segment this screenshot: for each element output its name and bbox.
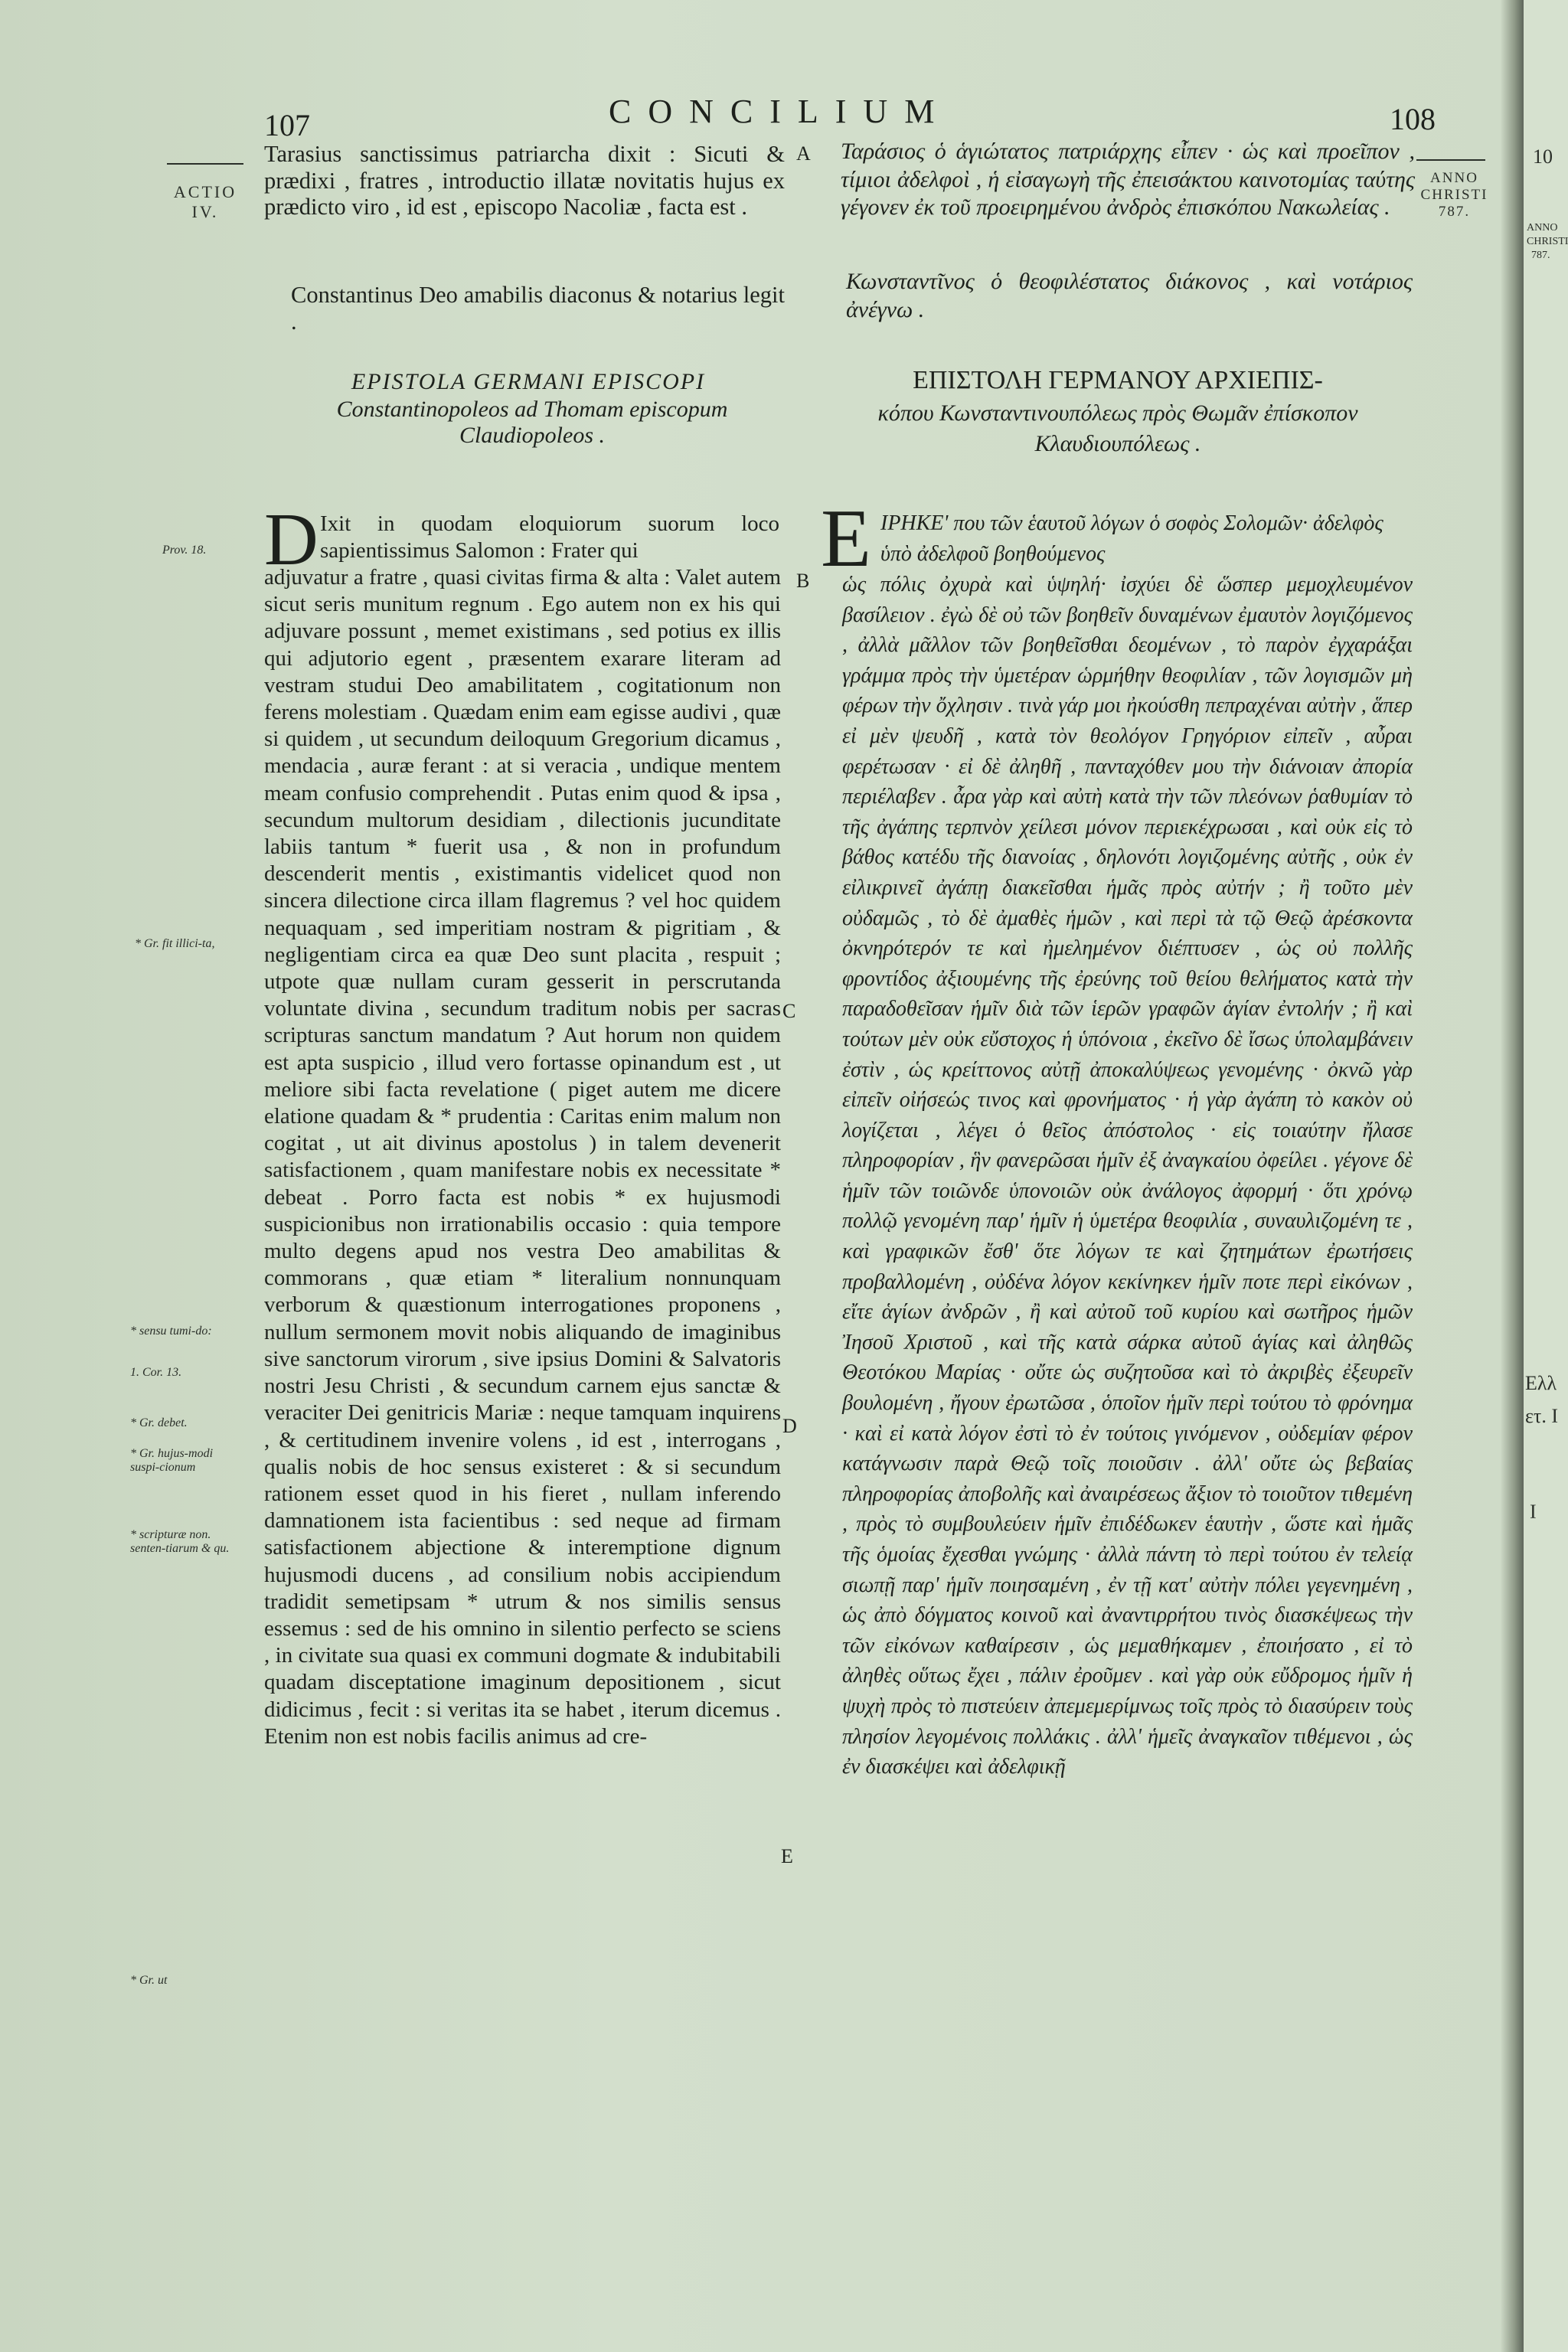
section-letter-b: B <box>796 570 810 592</box>
page-header <box>0 90 1524 142</box>
latin-epistola-title: EPISTOLA GERMANI EPISCOPI <box>351 369 706 394</box>
section-letter-d: D <box>782 1415 797 1437</box>
margin-note-gr-hujus: * Gr. hujus-modi suspi-cionum <box>130 1447 214 1474</box>
section-letter-e: E <box>781 1845 793 1867</box>
latin-lead: Ixit in quodam eloquiorum suorum loco sapientissimus Salomon : Frater qui <box>320 511 779 564</box>
greek-epistola-title: ΕΠΙΣΤΟΛΗ ΓΕΡΜΑΝΟΥ ΑΡΧΙΕΠΙΣ- <box>913 366 1323 394</box>
greek-intro: Ταράσιος ὁ ἁγιώτατος πατριάρχης εἶπεν · ὡς καὶ προεῖπον , τίμιοι ἀδελφοὶ , ἡ εἰσαγωγὴ τῆς ἐπεισάκτου καινοτομίας ταύτης γέγονεν ἐκ τοῦ προειρημένου ἀνδρὸς ἐπισκόπου Νακωλείας . <box>841 139 1415 220</box>
latin-drop-cap: D <box>264 498 318 581</box>
adjacent-fragment-2: ετ. Ι <box>1525 1405 1559 1427</box>
adjacent-year: 787. <box>1531 250 1550 261</box>
margin-note-gr-ut: * Gr. ut <box>130 1974 168 1987</box>
adjacent-page-edge <box>1524 0 1568 2352</box>
greek-lead: ΙΡΗΚΕ' που τῶν ἑαυτοῦ λόγων ὁ σοφὸς Σολομῶν· ἀδελφὸς ὑπὸ ἀδελφοῦ βοηθούμενος <box>880 511 1383 566</box>
greek-body: ὡς πόλις ὀχυρὰ καὶ ὑψηλή· ἰσχύει δὲ ὥσπερ μεμοχλευμένον βασίλειον . ἐγὼ δὲ οὐ τῶν βοηθεῖν δυναμένων ἐμαυτὸν λογιζόμενος , ἀλλὰ μᾶλλον τῶν βοηθεῖσθαι δεομένων , τὸ παρὸν ἐγχαράξαι γράμμα πρὸς τὴν ὑμετέραν ὡρμήθην θεοφιλίαν , τῶν λογισμῶν μὴ φέρων τὴν ὄχλησιν . τινὰ γάρ μοι ἠκούσθη πεπραχέναι αὐτὴν , ἅπερ εἰ μὲν ψευδῆ , κατὰ τὸν θεολόγον Γρηγόριον εἰπεῖν , αὖραι φερέτωσαν · εἰ δὲ ἀληθῆ , πανταχόθεν μου τὴν διάνοιαν ἀπορία περιέλαβεν . ἆρα γὰρ καὶ αὐτὴ κατὰ τὴν τῶν πλεόνων ῥαθυμίαν τὸ τῆς ἀγάπης τερπνὸν χείλεσι μόνον περιεκέχρωσαι , καὶ οὐκ εἰς τὸ βάθος κατέδυ τῆς διανοίας , δηλονότι λογιζομένης αὐτῆς , οὐκ ἐν εἰλικρινεῖ ἀγάπῃ διακεῖσθαι ἡμᾶς πρὸς αὐτήν ; ἢ τοῦτο μὲν οὐδαμῶς , τὸ δὲ ἀμαθὲς ἡμῶν , καὶ περὶ τὰ τῷ Θεῷ ἀρέσκοντα ὀκνηρότερόν τε καὶ ἠμελημένον διέπτυσεν , ὡς οὐ πολλῆς φροντίδος ἀξιουμένης τῆς ἐρεύνης τοῦ θείου θελήματος κατὰ τὴν παραδοθεῖσαν ἡμῖν διὰ τῶν ἱερῶν γραφῶν ἁγίαν ἐντολήν ; ἢ καὶ τούτων μὲν οὐκ εὔστοχος ἡ ὑπόνοια , ἐκεῖνο δὲ ἴσως ὑπολαμβάνειν ἐστὶν , ὡς κρείττονος αὐτῇ ἀποκαλύψεως γενομένης · ὀκνῶ γὰρ εἰπεῖν οἰήσεώς τινος καὶ φρονήματος · ἡ γὰρ ἀγάπη τὸ κακὸν οὐ λογίζεται , λέγει ὁ θεῖος ἀπόστολος · εἰς τοιαύτην ἤλασε πληροφορίαν , ἣν φανερῶσαι ἡμῖν ἐξ ἀναγκαίου ὀφείλει . γέγονε δὲ ἡμῖν τῶν τοιῶνδε ὑπονοιῶν οὐκ ἀνάλογος ἀφορμή · ὅτι χρόνῳ πολλῷ γενομένη παρ' ἡμῖν ἡ ὑμετέρα θεοφιλία , συναυλιζομένη τε , καὶ γραφικῶν ἔσθ' ὅτε λόγων τε καὶ ζητημάτων ἐρωτήσεις προβαλλομένη , οὐδένα λόγον κεκίνηκεν ἡμῖν ποτε περὶ εἰκόνων , εἴτε ἁγίων ἀνδρῶν , ἢ καὶ αὐτοῦ τοῦ κυρίου καὶ σωτῆρος ἡμῶν Ἰησοῦ Χριστοῦ , καὶ τῆς κατὰ σάρκα αὐτοῦ ἁγίας καὶ ἀληθῶς Θεοτόκου Μαρίας · οὔτε ὡς συζητοῦσα καὶ τὸ ἀκριβὲς ἐξευρεῖν βουλομένη , ἤγουν ἐρωτῶσα , ὁποῖον ἡμῖν περὶ τούτου τὸ φρόνημα · καὶ εἰ κατὰ λόγον ἐστὶ τὸ ἐν τούτοις γινόμενον , οὐδεμίαν φέρον κατάγνωσιν παρὰ Θεῷ τοῖς ποιοῦσιν . ἀλλ' οὔτε ὡς βεβαίας πληροφορίας ἀποβολῆς καὶ ἀναιρέσεως ἄξιον τὸ τοιοῦτον τιθεμένη , πρὸς τὸ συμβουλεύειν ἡμῖν ἐπιδέδωκεν ἑαυτὴν , ὥστε καὶ ἡμᾶς τῆς ὁμοίας ἔχεσθαι γνώμης · ἀλλὰ πάντη τὸ περὶ τούτου ἐν τελείᾳ σιωπῇ παρ' ἡμῖν ποιησαμένη , ἐν τῇ κατ' αὐτὴν πόλει γεγενημένη , ὡς ἀπὸ δόγματος κοινοῦ καὶ ἀναντιρρήτου τινὸς διασκέψεως τὴν τῶν εἰκόνων καθαίρεσιν , ὡς μεμαθήκαμεν , ἐποιήσατο , εἰ τὸ ἀληθὲς οὕτως ἔχει , πάλιν ἐροῦμεν . καὶ γὰρ οὐκ εὔδρομος ἡμῖν ἡ ψυχὴ πρὸς τὸ πιστεύειν ἀπεμεμερίμνως τοῖς πρὸς τὸ διασύρειν τοὺς πλησίον λεγομένοις πολλάκις . ἀλλ' ἡμεῖς ἀναγκαῖον τιθέμενοι , ὡς ἐν διασκέψει καὶ ἀδελφικῇ <box>842 573 1413 1779</box>
margin-rule-left <box>167 163 243 165</box>
margin-note-cor: 1. Cor. 13. <box>130 1366 182 1379</box>
page-number-right: 108 <box>1390 102 1436 136</box>
latin-epistola-subtitle: Constantinopoleos ad Thomam episcopum Claudiopoleos . <box>336 397 728 448</box>
greek-constantinus: Κωνσταντῖνος ὁ θεοφιλέστατος διάκονος , καὶ νοτάριος ἀνέγνω . <box>846 269 1413 322</box>
greek-drop-cap: Ε <box>821 493 871 584</box>
adjacent-fragment-3: Ι <box>1530 1501 1537 1523</box>
page-number-left: 107 <box>264 108 310 142</box>
margin-note-prov: Prov. 18. <box>162 544 207 557</box>
margin-rule-right <box>1416 159 1485 161</box>
margin-note-gr-debet: * Gr. debet. <box>130 1416 188 1429</box>
latin-intro: Tarasius sanctissimus patriarcha dixit : Sicuti & prædixi , fratres , introductio illatæ novitatis hujus ex prædicto viro , id est , episcopo Nacoliæ , facta est . <box>264 141 785 220</box>
section-letter-a: A <box>796 142 811 165</box>
greek-epistola-subtitle: κόπου Κωνσταντινουπόλεως πρὸς Θωμᾶν ἐπίσκοπον Κλαυδιουπόλεως . <box>877 400 1358 456</box>
latin-constantinus: Constantinus Deo amabilis diaconus & notarius legit . <box>291 282 785 335</box>
margin-note-sensu: * sensu tumi-do: <box>130 1325 212 1338</box>
binding-gutter <box>1501 0 1524 2352</box>
running-title: CONCILIUM <box>609 93 952 130</box>
section-letter-c: C <box>782 1000 796 1022</box>
adjacent-page-number: 10 <box>1533 145 1553 168</box>
adjacent-anno: ANNO <box>1527 222 1558 234</box>
actio-label: ACTIO IV. <box>173 182 237 221</box>
adjacent-christi: CHRISTI <box>1527 236 1568 247</box>
margin-note-scripturae: * scripturæ non. senten-tiarum & qu. <box>130 1528 230 1555</box>
anno-label: ANNO CHRISTI 787. <box>1420 170 1488 220</box>
adjacent-fragment-1: Ελλ <box>1525 1372 1557 1394</box>
margin-note-gr-fit: * Gr. fit illici-ta, <box>135 937 215 950</box>
latin-body: adjuvatur a fratre , quasi civitas firma & alta : Valet autem sicut seris munitum regnum . Ego autem non ex his qui adjuvare possunt , memet existimans , sed potius ex illis qui adjutorio egent , præsentem exarare literam ad vestram studui Deo amabilitatem , cogitationum non ferens molestiam . Quædam enim eam egisse audivi , quæ si quidem , ut secundum deiloquum Gregorium dicamus , mendacia , auræ ferant : at si veracia , undique mentem meam confusio comprehendit . Putas enim quod & ipsa , secundum multorum desidiam , dilectionis jucunditate labiis tantum * fuerit usa , & non in profundum descenderit mentis , existimantis videlicet quod non sincera dilectione circa illam flagremus ? vel hoc quidem nequaquam , sed imperitiam nostram & pigritiam , & negligentiam circa ea quæ Deo sunt placita , respuit ; utpote quæ nullam curam gesserit in perscrutanda voluntate divina , secundum traditum nobis per sacras scripturas sanctum mandatum ? Aut horum non quidem est apta suspicio , illud vero fortasse opinandum est , ut meliore sibi facta revelatione ( piget autem me dicere elatione quadam & * prudentia : Caritas enim malum non cogitat , ut ait divinus apostolus ) in talem devenerit satisfactionem , quam manifestare nobis ex necessitate * debeat . Porro facta est nobis * ex hujusmodi suspicionibus non irrationabilis occasio : quia tempore multo degens apud nos vestra Deo amabilitas & commorans , quæ etiam * literalium nonnunquam verborum & quæstionum interrogationes proponens , nullum sermonem movit nobis aliquando de imaginibus sive sanctorum virorum , sive ipsius Domini & Salvatoris nostri Jesu Christi , & secundum carnem ejus sanctæ & veraciter Dei genitricis Mariæ : neque tamquam inquirens , & certitudinem invenire volens , id est , interrogans , qualis nobis de hoc sensus existeret : & si secundum rationem esset quod in his fieret , nullam inferendo damnationem ista facientibus : sed neque ad firmam satisfactionem abjectione & interemptione dignum hujusmodi ducens , ad consilium nobis accipiendum tradidit semetipsam * utrum & nos similis sensus essemus : sed de his omnino in silentio perfecto se sciens , in civitate sua quasi ex communi dogmate & indubitabili quadam disceptatione imaginum depositionem , sicut didicimus , fecit : si veritas ita se habet , iterum dicemus . Etenim non est nobis facilis animus ad cre- <box>264 565 781 1749</box>
